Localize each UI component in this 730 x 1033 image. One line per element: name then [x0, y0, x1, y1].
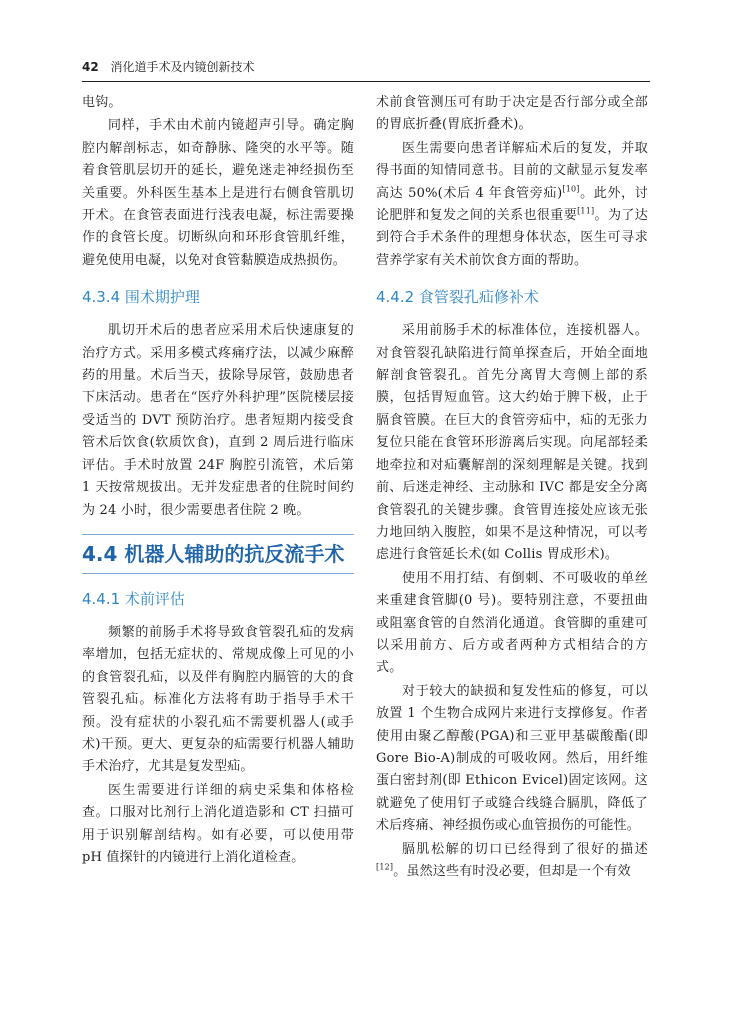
running-title: 消化道手术及内镜创新技术	[110, 60, 255, 74]
paragraph: 采用前肠手术的标准体位，连接机器人。对食管裂孔缺陷进行简单探查后，开始全面地解剖食管裂孔。首先分离胃大弯侧上部的系膜，包括胃短血管。这大约始于脾下极，止于膈食管膜。在巨大的食管旁疝中，疝的无张力复位只能在食管环形游离后实现。向尾部轻柔地牵拉和对疝囊解剖的深刻理解是关键。找到前、后迷走神经、主动脉和 IVC 都是安全分离食管裂孔的关键步骤。食管胃连接处应该无张力地回纳入腹腔，如果不是这种情况，可以考虑进行食管延长术(如 Collis 胃成形术)。	[376, 323, 648, 563]
paragraph: 肌切开术后的患者应采用术后快速康复的治疗方式。采用多模式疼痛疗法，以减少麻醉药的用量。术后当天，拔除导尿管，鼓励患者下床活动。患者在“医疗外科护理”医院楼层接受适当的 DVT 预防治疗。患者短期内接受食管术后饮食(软质饮食)，直到 2 周后进行临床评估。手术时放置 24F 胸腔引流管，术后第 1 天按常规拔出。无并发症患者的住院时间约为 24 小时，很少需要患者住院 2 晚。	[82, 323, 354, 518]
paragraph: 医生需要进行详细的病史采集和体格检查。口服对比剂行上消化道造影和 CT 扫描可用于识别解剖结构。如有必要，可以使用带 pH 值探针的内镜进行上消化道检查。	[82, 782, 354, 865]
citation-ref[interactable]: [12]	[376, 862, 394, 872]
paragraph: 术前食管测压可有助于决定是否行部分或全部的胃底折叠(胃底折叠术)。	[376, 95, 648, 133]
section-heading-4-4-2: 4.4.2 食管裂孔疝修补术	[376, 288, 539, 307]
section-heading-4-4: 4.4 机器人辅助的抗反流手术	[82, 534, 354, 574]
paragraph: 膈肌松解的切口已经得到了很好的描述[12]。虽然这些有时没必要，但却是一个有效	[376, 841, 648, 879]
citation-ref[interactable]: [10]	[562, 184, 580, 194]
paragraph: 电钩。	[82, 95, 122, 110]
paragraph: 同样，手术由术前内镜超声引导。确定胸腔内解剖标志，如奇静脉、隆突的水平等。随着食管肌层切开的延长，避免迷走神经损伤至关重要。外科医生基本上是进行右侧食管肌切开术。在食管表面进行浅表电凝，标注需要操作的食管长度。切断纵向和环形食管肌纤维，避免使用电凝，以免对食管黏膜造成热损伤。	[82, 118, 354, 268]
page-header	[82, 57, 650, 82]
right-column	[376, 92, 648, 884]
citation-ref[interactable]: [11]	[577, 206, 595, 216]
paragraph: 医生需要向患者详解疝术后的复发，并取得书面的知情同意书。目前的文献显示复发率高达 50%(术后 4 年食管旁疝)[10]。此外，讨论肥胖和复发之间的关系也很重要[11]。为了达到符合手术条件的理想身体状态，医生可寻求营养学家有关术前饮食方面的帮助。	[376, 140, 648, 268]
left-column	[82, 92, 354, 870]
paragraph: 使用不用打结、有倒刺、不可吸收的单丝来重建食管脚(0 号)。要特别注意，不要扭曲或阻塞食管的自然消化通道。食管脚的重建可以采用前方、后方或者两种方式相结合的方式。	[376, 570, 648, 676]
page-number: 42	[82, 60, 99, 74]
paragraph: 对于较大的缺损和复发性疝的修复，可以放置 1 个生物合成网片来进行支撑修复。作者使用由聚乙醇酸(PGA)和三亚甲基碳酸酯(即 Gore Bio-A)制成的可吸收网。然后，用纤维蛋白密封剂(即 Ethicon Evicel)固定该网。这就避免了使用钉子或缝合线缝合膈肌，降低了术后疼痛、神经损伤或心血管损伤的可能性。	[376, 683, 648, 834]
paragraph: 频繁的前肠手术将导致食管裂孔疝的发病率增加，包括无症状的、常规成像上可见的小的食管裂孔疝，以及伴有胸腔内膈管的大的食管裂孔疝。标准化方法将有助于指导手术干预。没有症状的小裂孔疝不需要机器人(或手术)干预。更大、更复杂的疝需要行机器人辅助手术治疗，尤其是复发型疝。	[82, 624, 354, 775]
section-heading-4-4-1: 4.4.1 术前评估	[82, 589, 185, 608]
section-heading-4-3-4: 4.3.4 围术期护理	[82, 288, 200, 307]
